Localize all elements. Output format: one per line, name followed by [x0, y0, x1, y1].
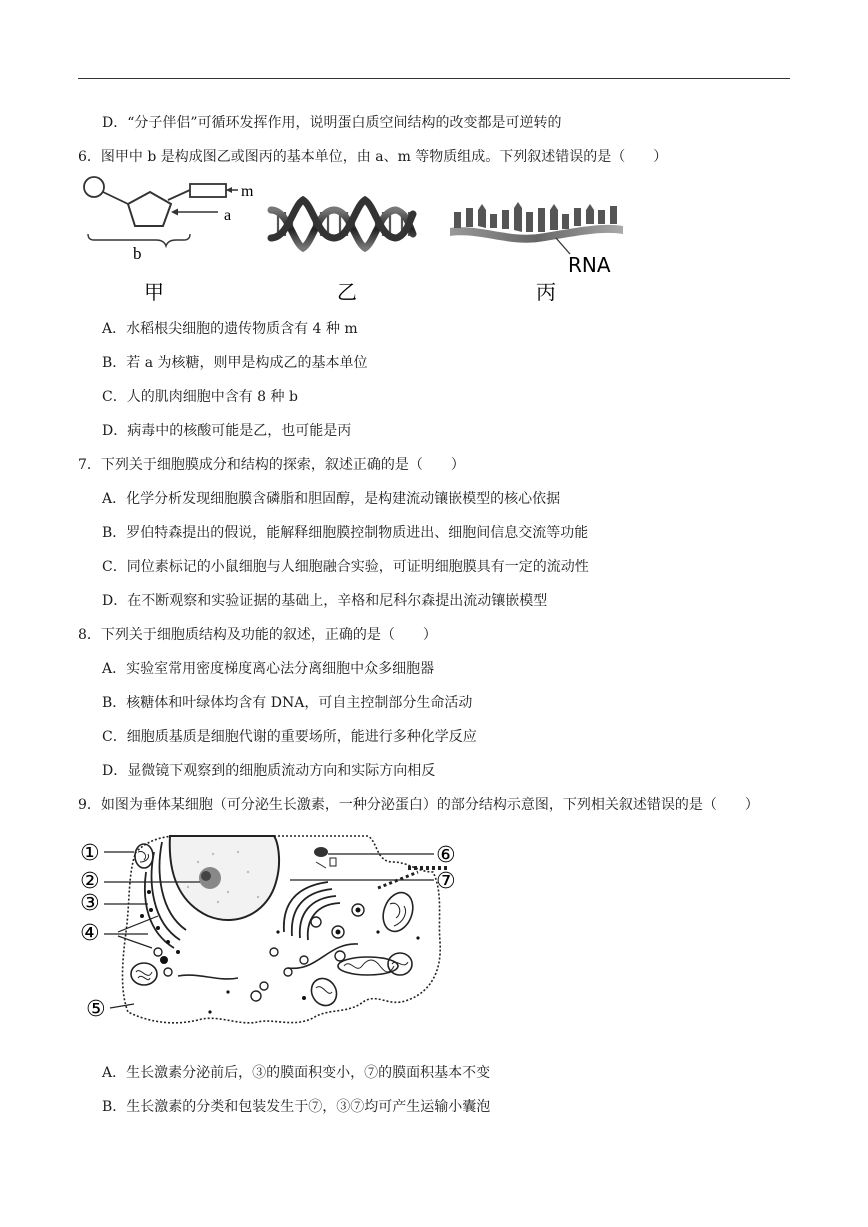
label-a: a — [224, 207, 232, 224]
q6-option-b: B．若 a 为核糖，则甲是构成乙的基本单位 — [102, 355, 368, 371]
caption-yi: 乙 — [337, 280, 357, 304]
label-1: ① — [80, 841, 100, 866]
q8-option-a: A．实验室常用密度梯度离心法分离细胞中众多细胞器 — [102, 661, 435, 677]
q7-option-b: B．罗伯特森提出的假说，能解释细胞膜控制物质进出、细胞间信息交流等功能 — [102, 525, 589, 541]
label-3: ③ — [80, 891, 100, 916]
q9-option-b: B．生长激素的分类和包装发生于⑦，③⑦均可产生运输小囊泡 — [102, 1099, 491, 1115]
base-icon — [190, 184, 226, 197]
label-m: m — [241, 183, 254, 200]
phosphate-icon — [84, 177, 104, 197]
q6-stem: 6．图甲中 b 是构成图乙或图丙的基本单位，由 a、m 等物质组成。下列叙述错误的是（ ） — [78, 149, 668, 165]
q7-stem: 7．下列关于细胞膜成分和结构的探索，叙述正确的是（ ） — [78, 457, 465, 473]
q9-cell-figure — [78, 832, 478, 1032]
label-5: ⑤ — [86, 997, 106, 1022]
q9-option-a: A．生长激素分泌前后，③的膜面积变小，⑦的膜面积基本不变 — [102, 1065, 491, 1081]
q6-figure — [78, 172, 638, 312]
q7-option-a: A．化学分析发现细胞膜含磷脂和胆固醇，是构建流动镶嵌模型的核心依据 — [102, 491, 561, 507]
q8-option-c: C．细胞质基质是细胞代谢的重要场所，能进行多种化学反应 — [102, 729, 477, 745]
dna-helix-icon — [271, 200, 413, 248]
nucleus — [170, 836, 279, 920]
rna-strand-icon — [450, 202, 623, 254]
label-2: ② — [80, 869, 100, 894]
header-rule — [78, 78, 790, 79]
q8-option-b: B．核糖体和叶绿体均含有 DNA，可自主控制部分生命活动 — [102, 695, 473, 711]
caption-bing: 丙 — [536, 280, 556, 304]
q7-option-d: D．在不断观察和实验证据的基础上，辛格和尼科尔森提出流动镶嵌模型 — [102, 593, 548, 609]
label-4: ④ — [80, 921, 100, 946]
label-b: b — [133, 244, 142, 263]
q9-stem: 9．如图为垂体某细胞（可分泌生长激素，一种分泌蛋白）的部分结构示意图，下列相关叙述错误的是（ ） — [78, 797, 759, 813]
mitochondrion-icon — [135, 844, 153, 868]
label-6: ⑥ — [436, 843, 456, 868]
q8-stem: 8．下列关于细胞质结构及功能的叙述，正确的是（ ） — [78, 627, 437, 643]
q6-option-a: A．水稻根尖细胞的遗传物质含有 4 种 m — [102, 321, 358, 337]
label-rna: RNA — [568, 253, 611, 277]
centriole-icon — [314, 847, 336, 868]
q5-option-d: D．“分子伴侣”可循环发挥作用，说明蛋白质空间结构的改变都是可逆转的 — [102, 115, 562, 131]
label-7: ⑦ — [436, 869, 456, 894]
caption-jia: 甲 — [144, 280, 164, 304]
nucleotide-diagram — [84, 177, 238, 246]
q8-option-d: D．显微镜下观察到的细胞质流动方向和实际方向相反 — [102, 763, 436, 779]
q6-option-d: D．病毒中的核酸可能是乙，也可能是丙 — [102, 423, 352, 439]
q7-option-c: C．同位素标记的小鼠细胞与人细胞融合实验，可证明细胞膜具有一定的流动性 — [102, 559, 589, 575]
pentose-icon — [128, 192, 171, 226]
q6-option-c: C．人的肌肉细胞中含有 8 种 b — [102, 389, 298, 405]
